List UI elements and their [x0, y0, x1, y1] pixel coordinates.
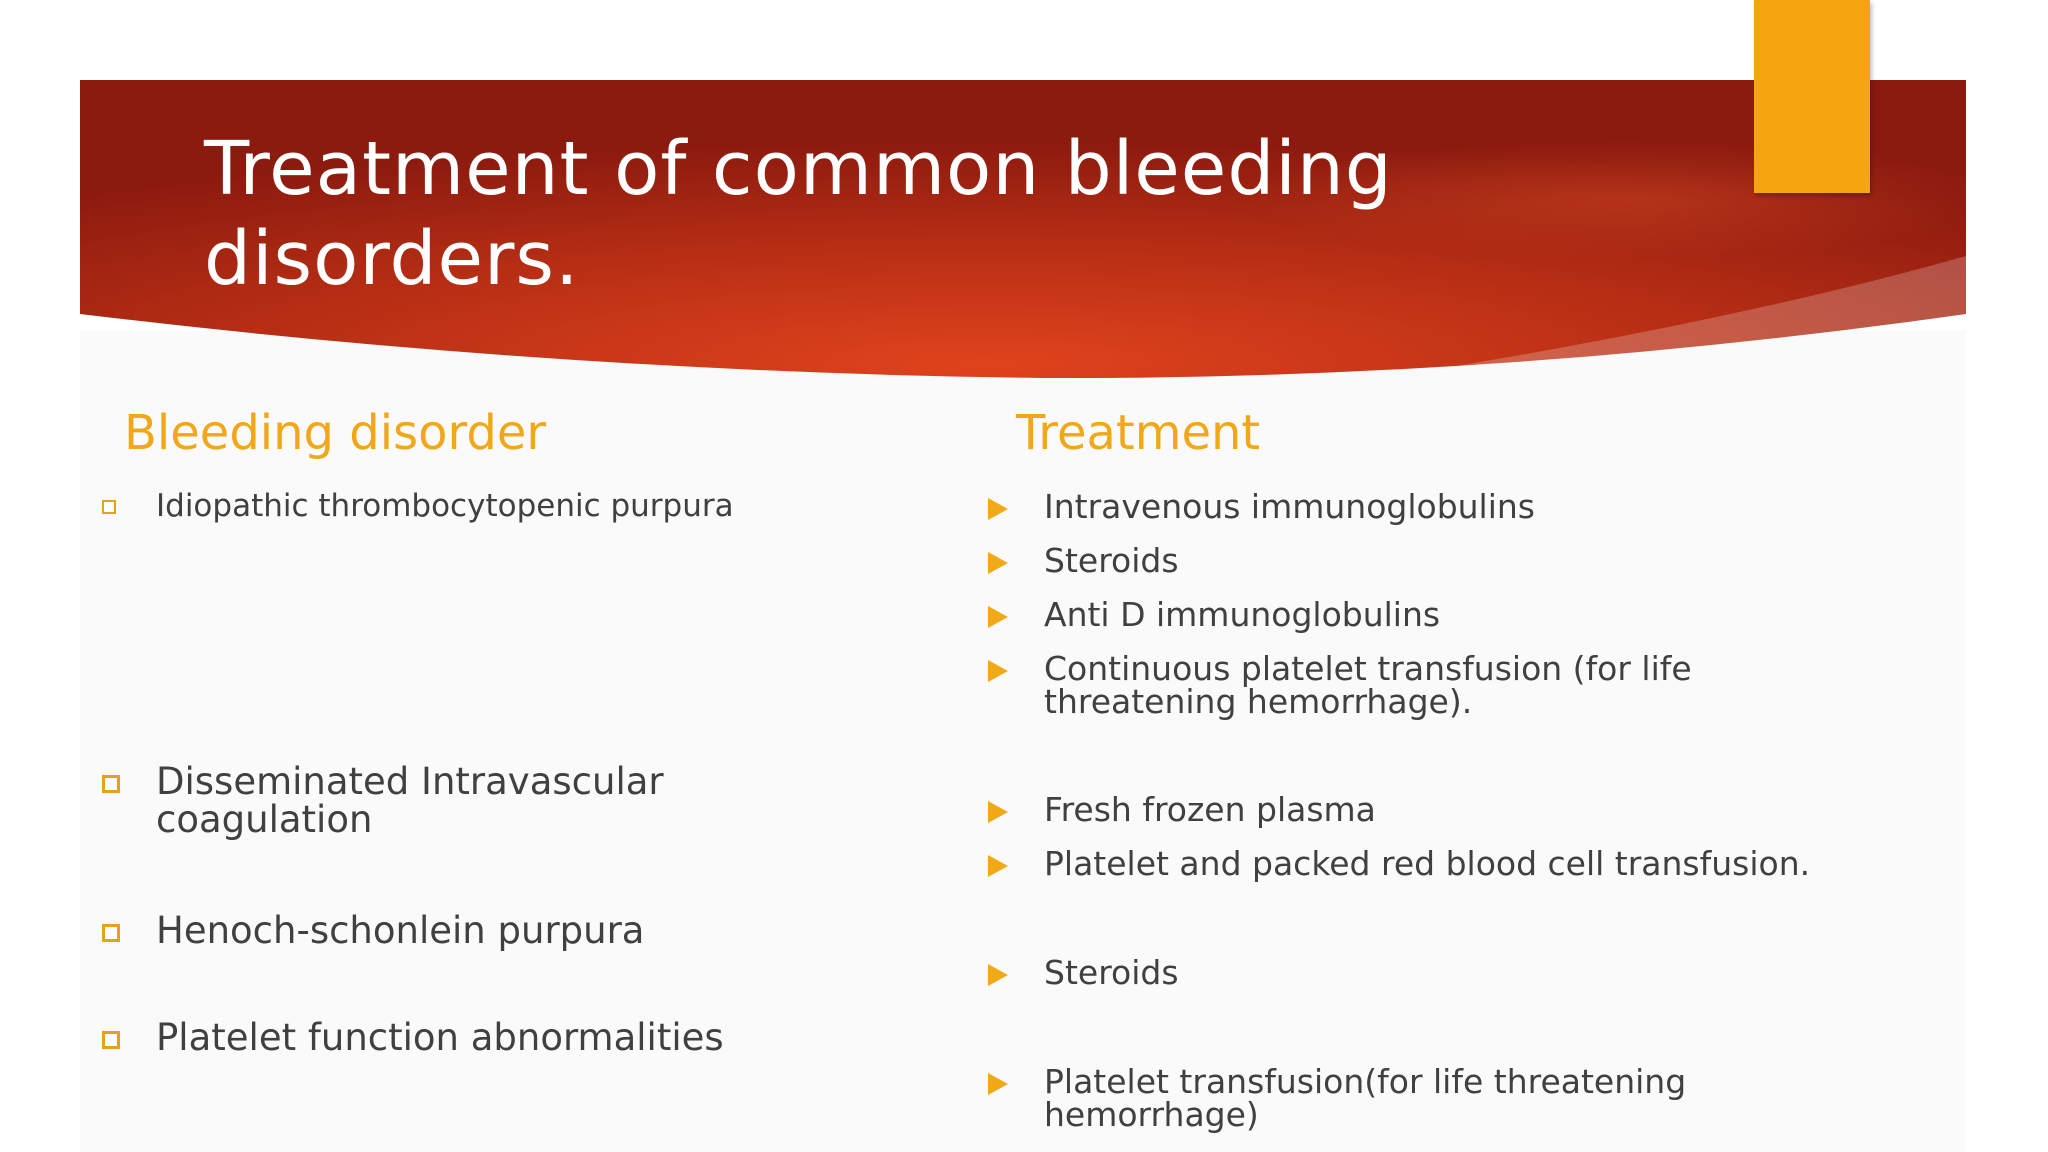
triangle-bullet-icon: [988, 964, 1008, 986]
square-bullet-icon: [102, 775, 120, 793]
treatment-label: Continuous platelet transfusion (for life threatening hemorrhage).: [1044, 649, 1692, 721]
triangle-bullet-icon: [988, 801, 1008, 823]
treatment-label: Platelet and packed red blood cell transfusion.: [1044, 844, 1811, 883]
treatment-item: [1044, 649, 1764, 721]
right-column-heading: Treatment: [1016, 405, 1261, 461]
bleeding-disorder-label: Idiopathic thrombocytopenic purpura: [156, 488, 734, 524]
bleeding-disorder-item: [156, 909, 836, 952]
orange-accent-tab: [1754, 0, 1870, 193]
square-bullet-icon: [102, 500, 116, 514]
treatment-item: [1044, 844, 1944, 883]
treatment-item: [1044, 953, 1944, 992]
treatment-label: Intravenous immunoglobulins: [1044, 487, 1536, 526]
treatment-item: [1044, 790, 1944, 829]
treatment-label: Steroids: [1044, 953, 1179, 992]
triangle-bullet-icon: [988, 498, 1008, 520]
left-column-heading: Bleeding disorder: [124, 405, 547, 461]
bleeding-disorder-item: [156, 760, 836, 841]
treatment-label: Platelet transfusion(for life threatening hemorrhage): [1044, 1062, 1687, 1134]
square-bullet-icon: [102, 1031, 120, 1049]
bleeding-disorder-label: Henoch-schonlein purpura: [156, 909, 645, 952]
bleeding-disorder-label: Disseminated Intravascular coagulation: [156, 760, 664, 841]
square-bullet-icon: [102, 924, 120, 942]
treatment-label: Steroids: [1044, 541, 1179, 580]
bleeding-disorder-item: [156, 1016, 836, 1059]
treatment-item: [1044, 541, 1944, 580]
triangle-bullet-icon: [988, 552, 1008, 574]
slide-title: Treatment of common bleeding disorders.: [204, 126, 1393, 302]
treatment-item: [1044, 487, 1944, 526]
treatment-item: [1044, 1062, 1744, 1134]
triangle-bullet-icon: [988, 855, 1008, 877]
triangle-bullet-icon: [988, 660, 1008, 682]
treatment-label: Fresh frozen plasma: [1044, 790, 1376, 829]
bleeding-disorder-label: Platelet function abnormalities: [156, 1016, 724, 1059]
triangle-bullet-icon: [988, 606, 1008, 628]
treatment-label: Anti D immunoglobulins: [1044, 595, 1441, 634]
treatment-item: [1044, 595, 1944, 634]
bleeding-disorder-item: [156, 488, 836, 524]
triangle-bullet-icon: [988, 1073, 1008, 1095]
